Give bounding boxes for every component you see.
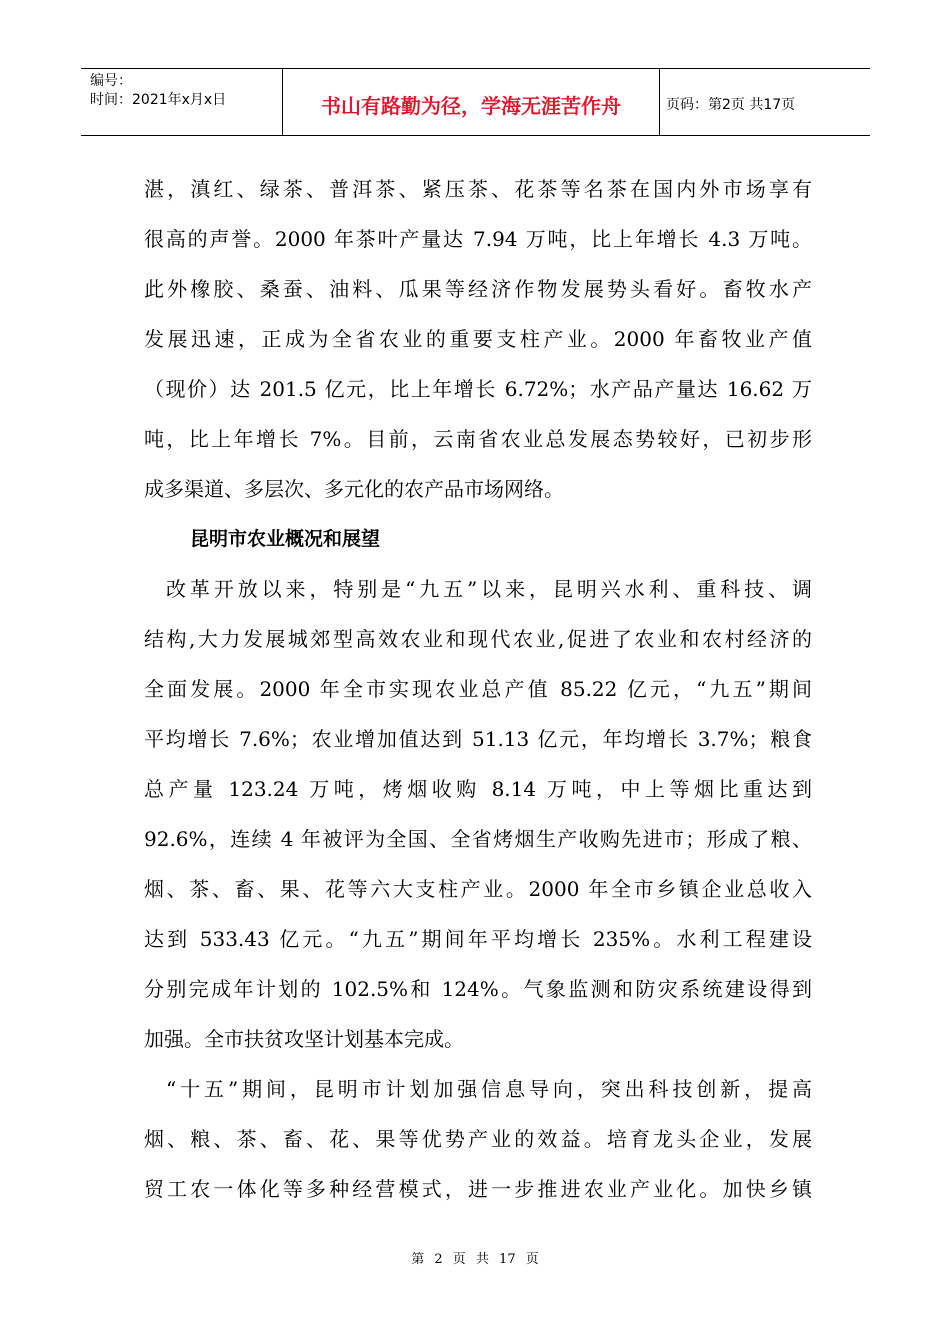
code-label: 编号：: [90, 73, 132, 89]
body-line: 湛，滇红、绿茶、普洱茶、紧压茶、花茶等名茶在国内外市场享有: [144, 177, 812, 201]
body-line: 改革开放以来，特别是“九五”以来，昆明兴水利、重科技、调: [166, 577, 812, 601]
section-heading: 昆明市农业概况和展望: [190, 528, 381, 550]
body-line: 成多渠道、多层次、多元化的农产品市场网络。: [144, 477, 564, 501]
body-line: 总产量 123.24 万吨，烤烟收购 8.14 万吨，中上等烟比重达到: [144, 777, 812, 801]
header-page-info: 页码：第2页 共17页: [666, 97, 796, 113]
document-body: [144, 164, 812, 1214]
body-line: 吨，比上年增长 7%。目前，云南省农业总发展态势较好，已初步形: [144, 427, 812, 451]
page-header: [81, 68, 870, 136]
time-label: 时间：2021年x月x日: [90, 92, 227, 108]
body-line: 很高的声誉。2000 年茶叶产量达 7.94 万吨，比上年增长 4.3 万吨。: [144, 227, 812, 251]
body-line: 全面发展。2000 年全市实现农业总产值 85.22 亿元，“九五”期间: [144, 677, 812, 701]
body-line: 发展迅速，正成为全省农业的重要支柱产业。2000 年畜牧业产值: [144, 327, 812, 351]
body-line: （现价）达 201.5 亿元，比上年增长 6.72%；水产品产量达 16.62 万: [144, 377, 812, 401]
header-meta: [81, 69, 283, 135]
body-line: 分别完成年计划的 102.5%和 124%。气象监测和防灾系统建设得到: [144, 977, 812, 1001]
body-line: 结构,大力发展城郊型高效农业和现代农业,促进了农业和农村经济的: [144, 627, 812, 651]
body-line: 平均增长 7.6%；农业增加值达到 51.13 亿元，年均增长 3.7%；粮食: [144, 727, 812, 751]
body-line: 此外橡胶、桑蚕、油料、瓜果等经济作物发展势头看好。畜牧水产: [144, 277, 812, 301]
body-line: 贸工农一体化等多种经营模式，进一步推进农业产业化。加快乡镇: [144, 1177, 812, 1201]
body-line: 92.6%，连续 4 年被评为全国、全省烤烟生产收购先进市；形成了粮、: [144, 827, 812, 851]
body-line: 加强。全市扶贫攻坚计划基本完成。: [144, 1027, 464, 1051]
header-motto: 书山有路勤为径，学海无涯苦作舟: [283, 69, 660, 135]
body-line: 烟、茶、畜、果、花等六大支柱产业。2000 年全市乡镇企业总收入: [144, 877, 812, 901]
body-line: 达到 533.43 亿元。“九五”期间年平均增长 235%。水利工程建设: [144, 927, 812, 951]
body-line: 烟、粮、茶、畜、花、果等优势产业的效益。培育龙头企业，发展: [144, 1127, 812, 1151]
page-footer: 第 2 页 共 17 页: [411, 1252, 539, 1267]
body-line: “十五”期间，昆明市计划加强信息导向，突出科技创新，提高: [166, 1077, 812, 1101]
